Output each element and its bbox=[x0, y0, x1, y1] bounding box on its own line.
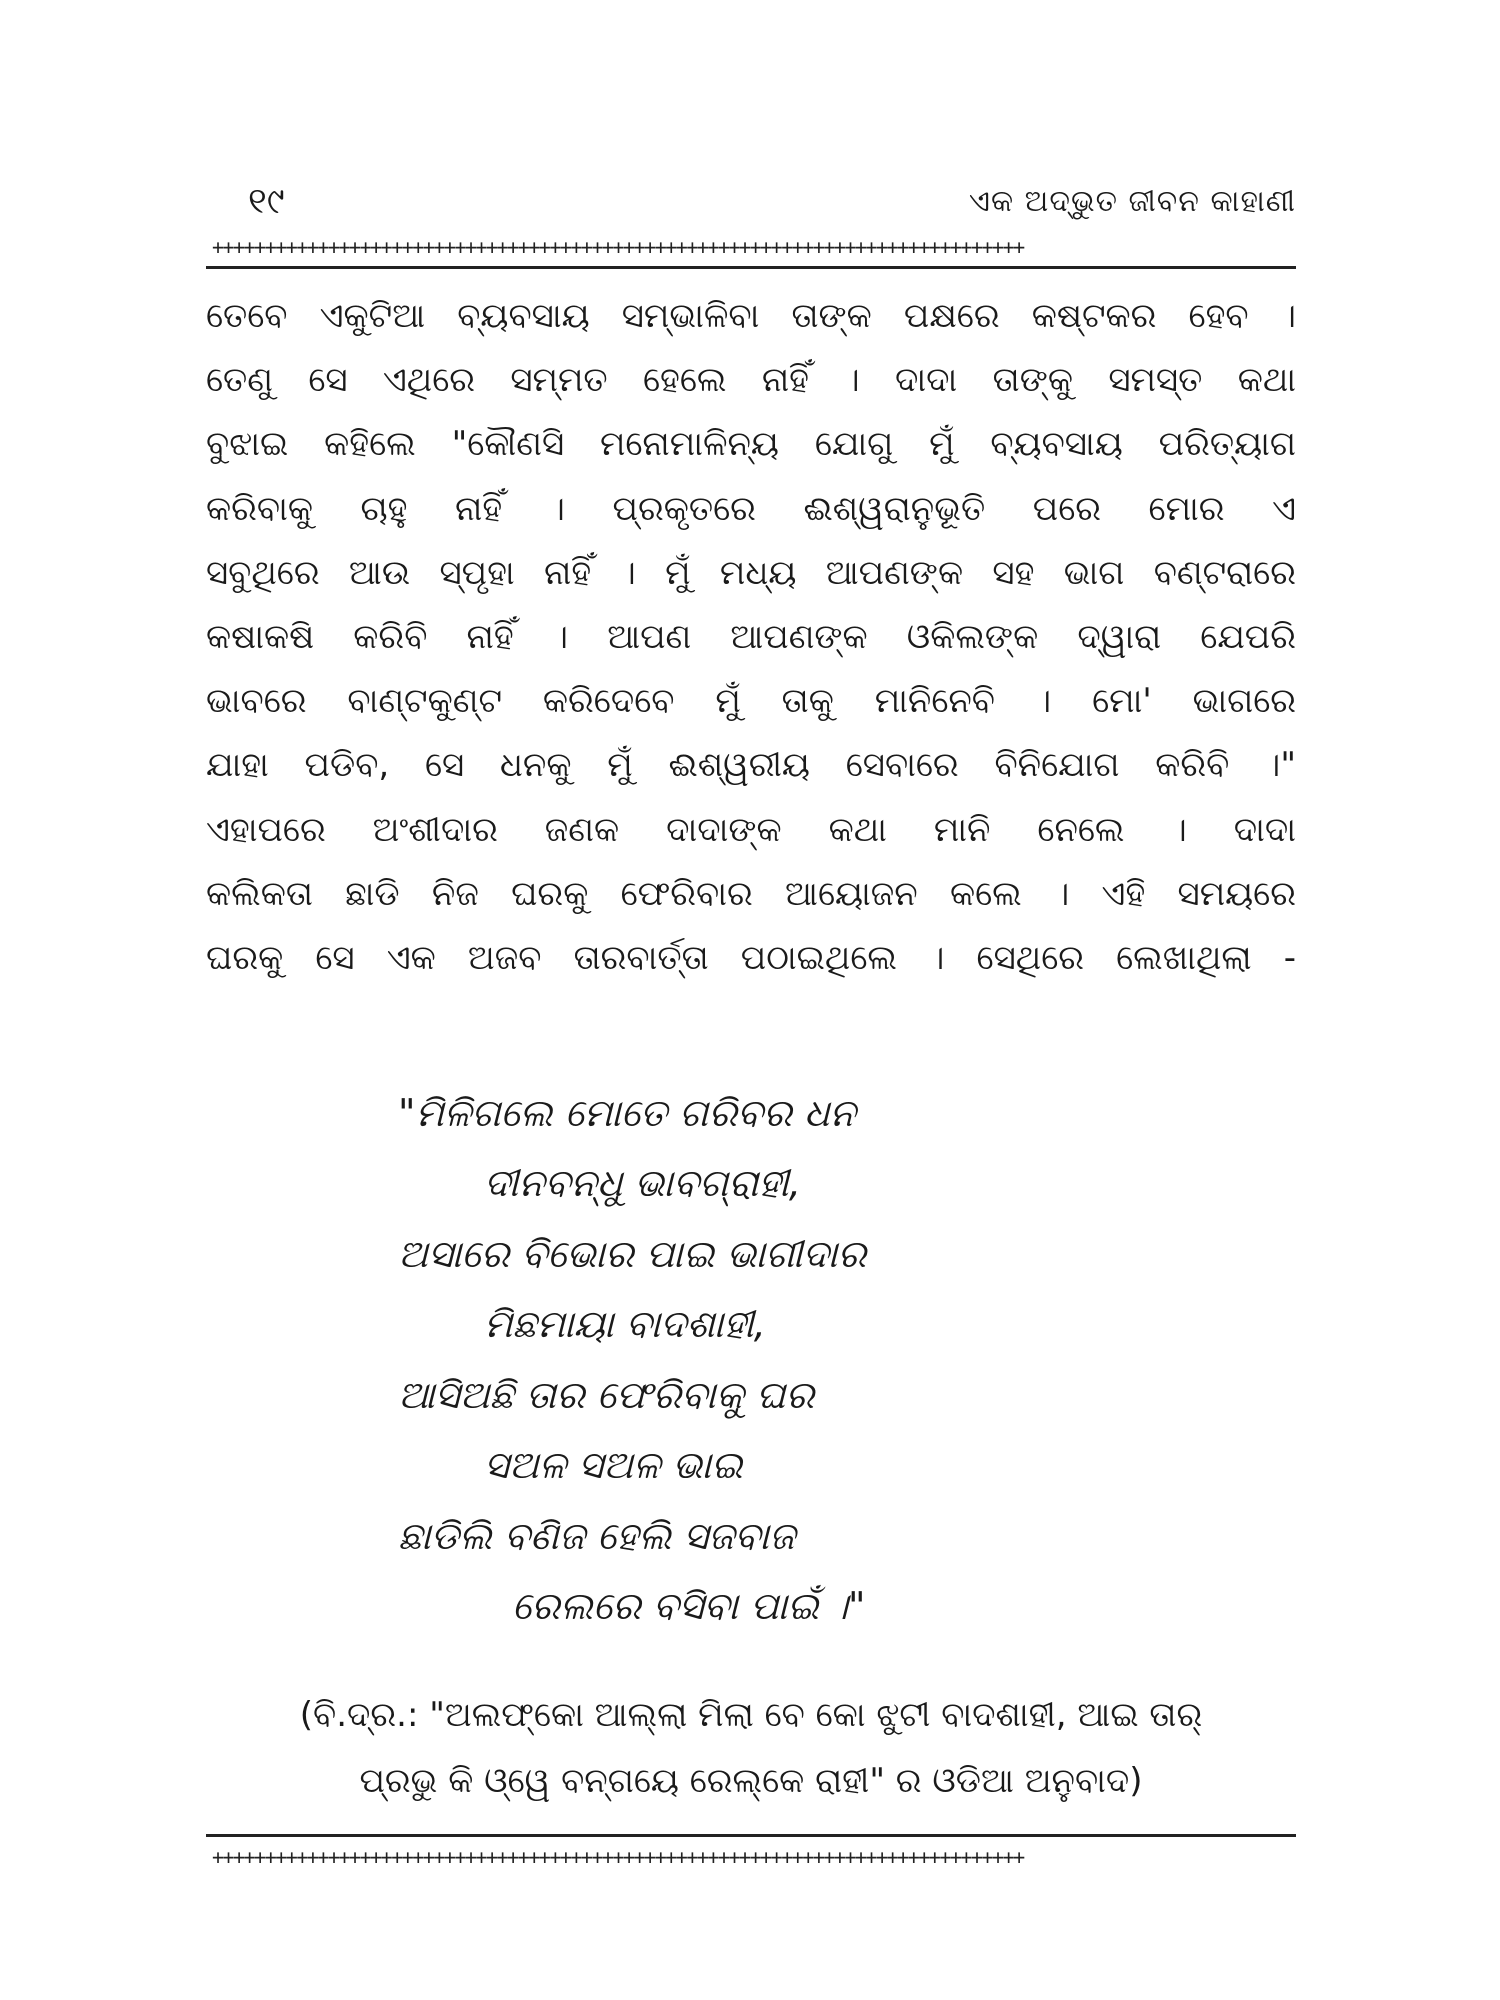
verse-line: ମିଛମାୟା ବାଦଶାହୀ, bbox=[484, 1302, 766, 1346]
verse-line: ଅସାରେ ବିଭୋର ପାଇ ଭାଗୀଦାର bbox=[398, 1232, 867, 1276]
body-line: ସବୁଥିରେ ଆଉ ସ୍ପୃହା ନାହିଁ । ମୁଁ ମଧ୍ୟ ଆପଣଙ୍କ ସହ ଭାଗ ବଣ୍ଟରାରେ bbox=[206, 552, 1296, 593]
body-line: ବୁଝାଇ କହିଲେ "କୌଣସି ମନୋମାଳିନ୍ୟ ଯୋଗୁ ମୁଁ ବ୍ୟବସାୟ ପରିତ୍ୟାଗ bbox=[206, 424, 1296, 465]
body-line: କରିବାକୁ ଚାହୁ ନାହିଁ । ପ୍ରକୃତରେ ଈଶ୍ୱରାନୁଭୂତି ପରେ ମୋର ଏ bbox=[206, 488, 1296, 529]
header-ornament-rule: +++++++++++++++++++++++++++++++++++++++++++++++++++++++++++++++++++++++++++++ bbox=[212, 236, 1024, 258]
body-line: କଲିକତା ଛାଡି ନିଜ ଘରକୁ ଫେରିବାର ଆୟୋଜନ କଲେ । ଏହି ସମୟରେ bbox=[206, 873, 1296, 914]
page-number: ୧୯ bbox=[248, 181, 285, 222]
verse-line: ଛାଡିଲି ବଣିଜ ହେଲି ସଜବାଜ bbox=[398, 1514, 796, 1558]
body-line: ଏହାପରେ ଅଂଶୀଦାର ଜଣକ ଦାଦାଙ୍କ କଥା ମାନି ନେଲେ । ଦାଦା bbox=[206, 809, 1296, 850]
note-line: ପ୍ରଭୁ କି ଓ୍ୱେ ବନ୍‌ଗୟେ ରେଲ୍‌କେ ରାହୀ" ର ଓଡିଆ ଅନୁବାଦ) bbox=[359, 1761, 1143, 1801]
verse-line: ଦୀନବନ୍ଧୁ ଭାବଗ୍ରାହୀ, bbox=[484, 1161, 801, 1205]
verse-line: ଆସିଅଛି ତାର ଫେରିବାକୁ ଘର bbox=[398, 1373, 815, 1417]
note-line: (ବି.ଦ୍ର.: "ଅଲଫ୍‌କୋ ଆଲ୍ଲା ମିଲା ବେ କୋ ଝୁଟୀ ବାଦଶାହୀ, ଆଇ ତାର୍ bbox=[299, 1695, 1203, 1735]
running-head bbox=[206, 172, 1296, 232]
translation-note bbox=[206, 1682, 1296, 1814]
body-line: ତେବେ ଏକୁଟିଆ ବ୍ୟବସାୟ ସମ୍ଭାଳିବା ତାଙ୍କ ପକ୍ଷରେ କଷ୍ଟକର ହେବ । bbox=[206, 296, 1296, 336]
book-title: ଏକ ଅଦ୍ଭୁତ ଜୀବନ କାହାଣୀ bbox=[968, 184, 1296, 219]
body-line: ଘରକୁ ସେ ଏକ ଅଜବ ତାରବାର୍ତ୍ତା ପଠାଇଥିଲେ । ସେଥିରେ ଲେଖାଥିଲା - bbox=[206, 938, 1296, 979]
footer-divider bbox=[206, 1834, 1296, 1837]
verse-line: ରେଲରେ ବସିବା ପାଇଁ ।" bbox=[512, 1584, 866, 1628]
body-line: ଯାହା ପଡିବ, ସେ ଧନକୁ ମୁଁ ଈଶ୍ୱରୀୟ ସେବାରେ ବିନିଯୋଗ କରିବି ।" bbox=[206, 745, 1296, 786]
verse-line: "ମିଳିଗଲେ ମୋତେ ଗରିବର ଧନ bbox=[398, 1091, 856, 1135]
body-line: ତେଣୁ ସେ ଏଥିରେ ସମ୍ମତ ହେଲେ ନାହିଁ । ଦାଦା ତାଙ୍କୁ ସମସ୍ତ କଥା bbox=[206, 360, 1296, 401]
footer-ornament-rule: +++++++++++++++++++++++++++++++++++++++++++++++++++++++++++++++++++++++++++++ bbox=[212, 1846, 1024, 1868]
body-line: କଷାକଷି କରିବି ନାହିଁ । ଆପଣ ଆପଣଙ୍କ ଓକିଲଙ୍କ ଦ୍ୱାରା ଯେପରି bbox=[206, 617, 1296, 658]
body-line: ଭାବରେ ବାଣ୍ଟକୁଣ୍ଟ କରିଦେବେ ମୁଁ ତାକୁ ମାନିନେବି । ମୋ' ଭାଗରେ bbox=[206, 681, 1296, 722]
body-text bbox=[206, 284, 1296, 990]
header-divider bbox=[206, 266, 1296, 269]
verse-line: ସଅଳ ସଅଳ ଭାଇ bbox=[484, 1443, 743, 1487]
